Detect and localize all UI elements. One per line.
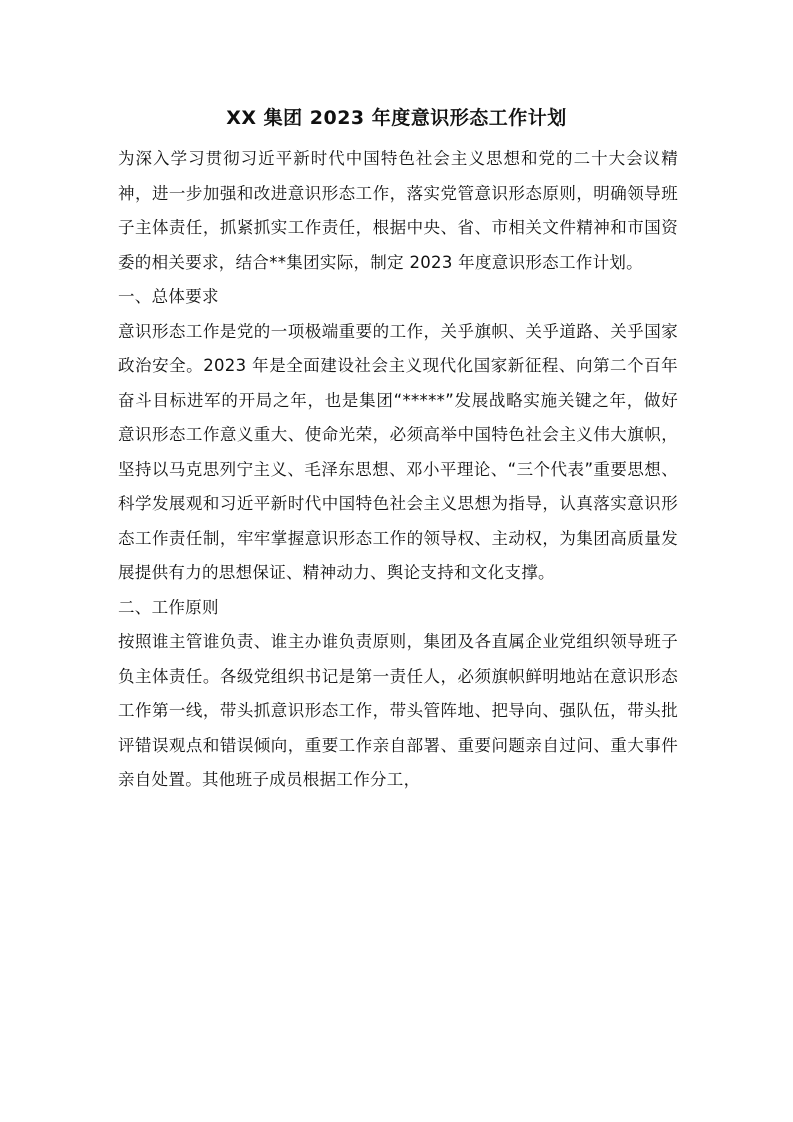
document-body — [118, 142, 678, 798]
document-title: XX 集团 2023 年度意识形态工作计划 — [226, 107, 567, 129]
section-heading-work-principles: 二、工作原则 — [118, 597, 219, 617]
intro-paragraph: 为深入学习贯彻习近平新时代中国特色社会主义思想和党的二十大会议精神，进一步加强和改进意识形态工作，落实党管意识形态原则，明确领导班子主体责任，抓紧抓实工作责任，根据中央、省、市相关文件精神和市国资委的相关要求，结合**集团实际，制定 2023 年度意识形态工作计划。 — [118, 149, 678, 272]
section-heading-overall-requirements: 一、总体要求 — [118, 287, 219, 306]
section-body-overall-requirements: 意识形态工作是党的一项极端重要的工作，关乎旗帜、关乎道路、关乎国家政治安全。2023 年是全面建设社会主义现代化国家新征程、向第二个百年奋斗目标进军的开局之年，也是集团“*****”发展战略实施关键之年，做好意识形态工作意义重大、使命光荣，必须高举中国特色社会主义伟大旗帜，坚持以马克思列宁主义、毛泽东思想、邓小平理论、“三个代表”重要思想、科学发展观和习近平新时代中国特色社会主义思想为指导，认真落实意识形态工作责任制，牢牢掌握意识形态工作的领导权、主动权，为集团高质量发展提供有力的思想保证、精神动力、舆论支持和文化支撑。 — [118, 321, 678, 582]
section-body-work-principles: 按照谁主管谁负责、谁主办谁负责原则，集团及各直属企业党组织领导班子负主体责任。各级党组织书记是第一责任人，必须旗帜鲜明地站在意识形态工作第一线，带头抓意识形态工作，带头管阵地、把导向、强队伍，带头批评错误观点和错误倾向，重要工作亲自部署、重要问题亲自过问、重大事件亲自处置。其他班子成员根据工作分工， — [118, 632, 678, 789]
